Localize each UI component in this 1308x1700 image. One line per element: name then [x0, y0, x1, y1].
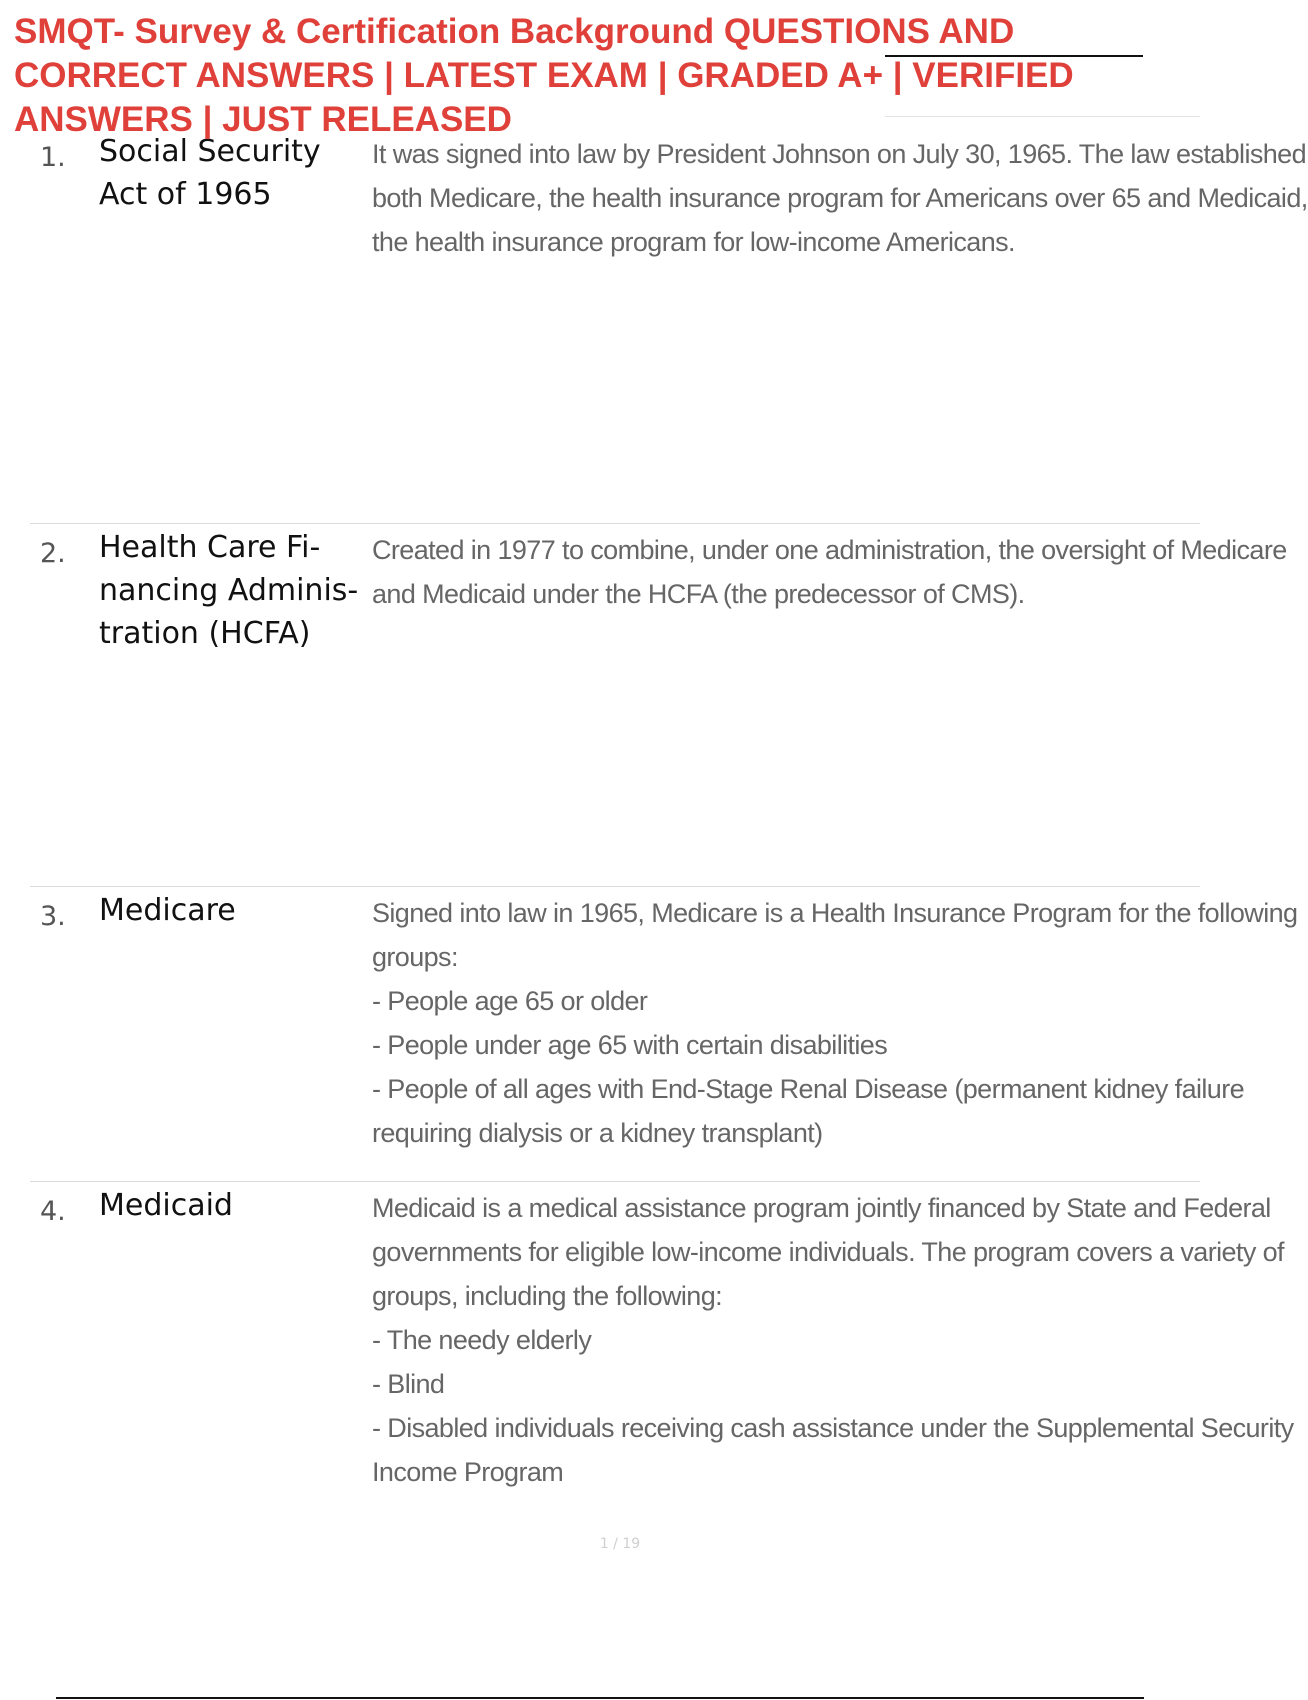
question-term: Medicare	[99, 893, 236, 928]
footer-rule	[56, 1697, 1144, 1699]
definition-line: - Disabled individuals receiving cash assistance under the Supplemental Security	[372, 1413, 1294, 1443]
item-number: 3.	[40, 901, 66, 932]
qa-row	[30, 524, 1287, 887]
definition-line: - The needy elderly	[372, 1325, 592, 1355]
question-term: Medicaid	[99, 1188, 233, 1223]
qa-row	[30, 887, 1298, 1182]
question-term: Social Security Act of 1965	[99, 134, 321, 212]
answer-definition	[372, 891, 1298, 1155]
page-number: 1 / 19	[599, 1536, 641, 1552]
answer-definition	[372, 1186, 1294, 1494]
definition-line: It was signed into law by President Johnson on July 30, 1965. The law established	[372, 139, 1307, 169]
definition-line: groups:	[372, 942, 458, 972]
item-number: 2.	[40, 538, 66, 569]
qa-row	[30, 128, 1308, 524]
answer-definition	[372, 132, 1308, 264]
definition-line: groups, including the following:	[372, 1281, 723, 1311]
definition-line: - People age 65 or older	[372, 986, 648, 1016]
definition-line: Created in 1977 to combine, under one administration, the oversight of Medicare	[372, 535, 1287, 565]
item-number: 4.	[40, 1196, 66, 1227]
document-title: SMQT- Survey & Certification Background QUESTIONS AND CORRECT ANSWERS | LATEST EXAM | GRADED A+ | VERIFIED ANSWERS | JUST RELEASED	[14, 12, 1074, 139]
answer-definition	[372, 528, 1287, 616]
item-number: 1.	[40, 142, 66, 173]
qa-row	[30, 1182, 1294, 1542]
definition-line: - People under age 65 with certain disabilities	[372, 1030, 888, 1060]
definition-line: Medicaid is a medical assistance program jointly financed by State and Federal	[372, 1193, 1271, 1223]
definition-line: and Medicaid under the HCFA (the predecessor of CMS).	[372, 579, 1025, 609]
definition-line: - People of all ages with End-Stage Renal Disease (permanent kidney failure	[372, 1074, 1245, 1104]
definition-line: governments for eligible low-income individuals. The program covers a variety of	[372, 1237, 1284, 1267]
question-term: Health Care Fi-nancing Adminis-tration (HCFA)	[99, 530, 359, 651]
qa-list	[30, 128, 1308, 1542]
definition-line: Income Program	[372, 1457, 564, 1487]
definition-line: requiring dialysis or a kidney transplant)	[372, 1118, 823, 1148]
definition-line: the health insurance program for low-income Americans.	[372, 227, 1015, 257]
definition-line: both Medicare, the health insurance program for Americans over 65 and Medicaid,	[372, 183, 1308, 213]
definition-line: Signed into law in 1965, Medicare is a Health Insurance Program for the following	[372, 898, 1298, 928]
definition-line: - Blind	[372, 1369, 445, 1399]
